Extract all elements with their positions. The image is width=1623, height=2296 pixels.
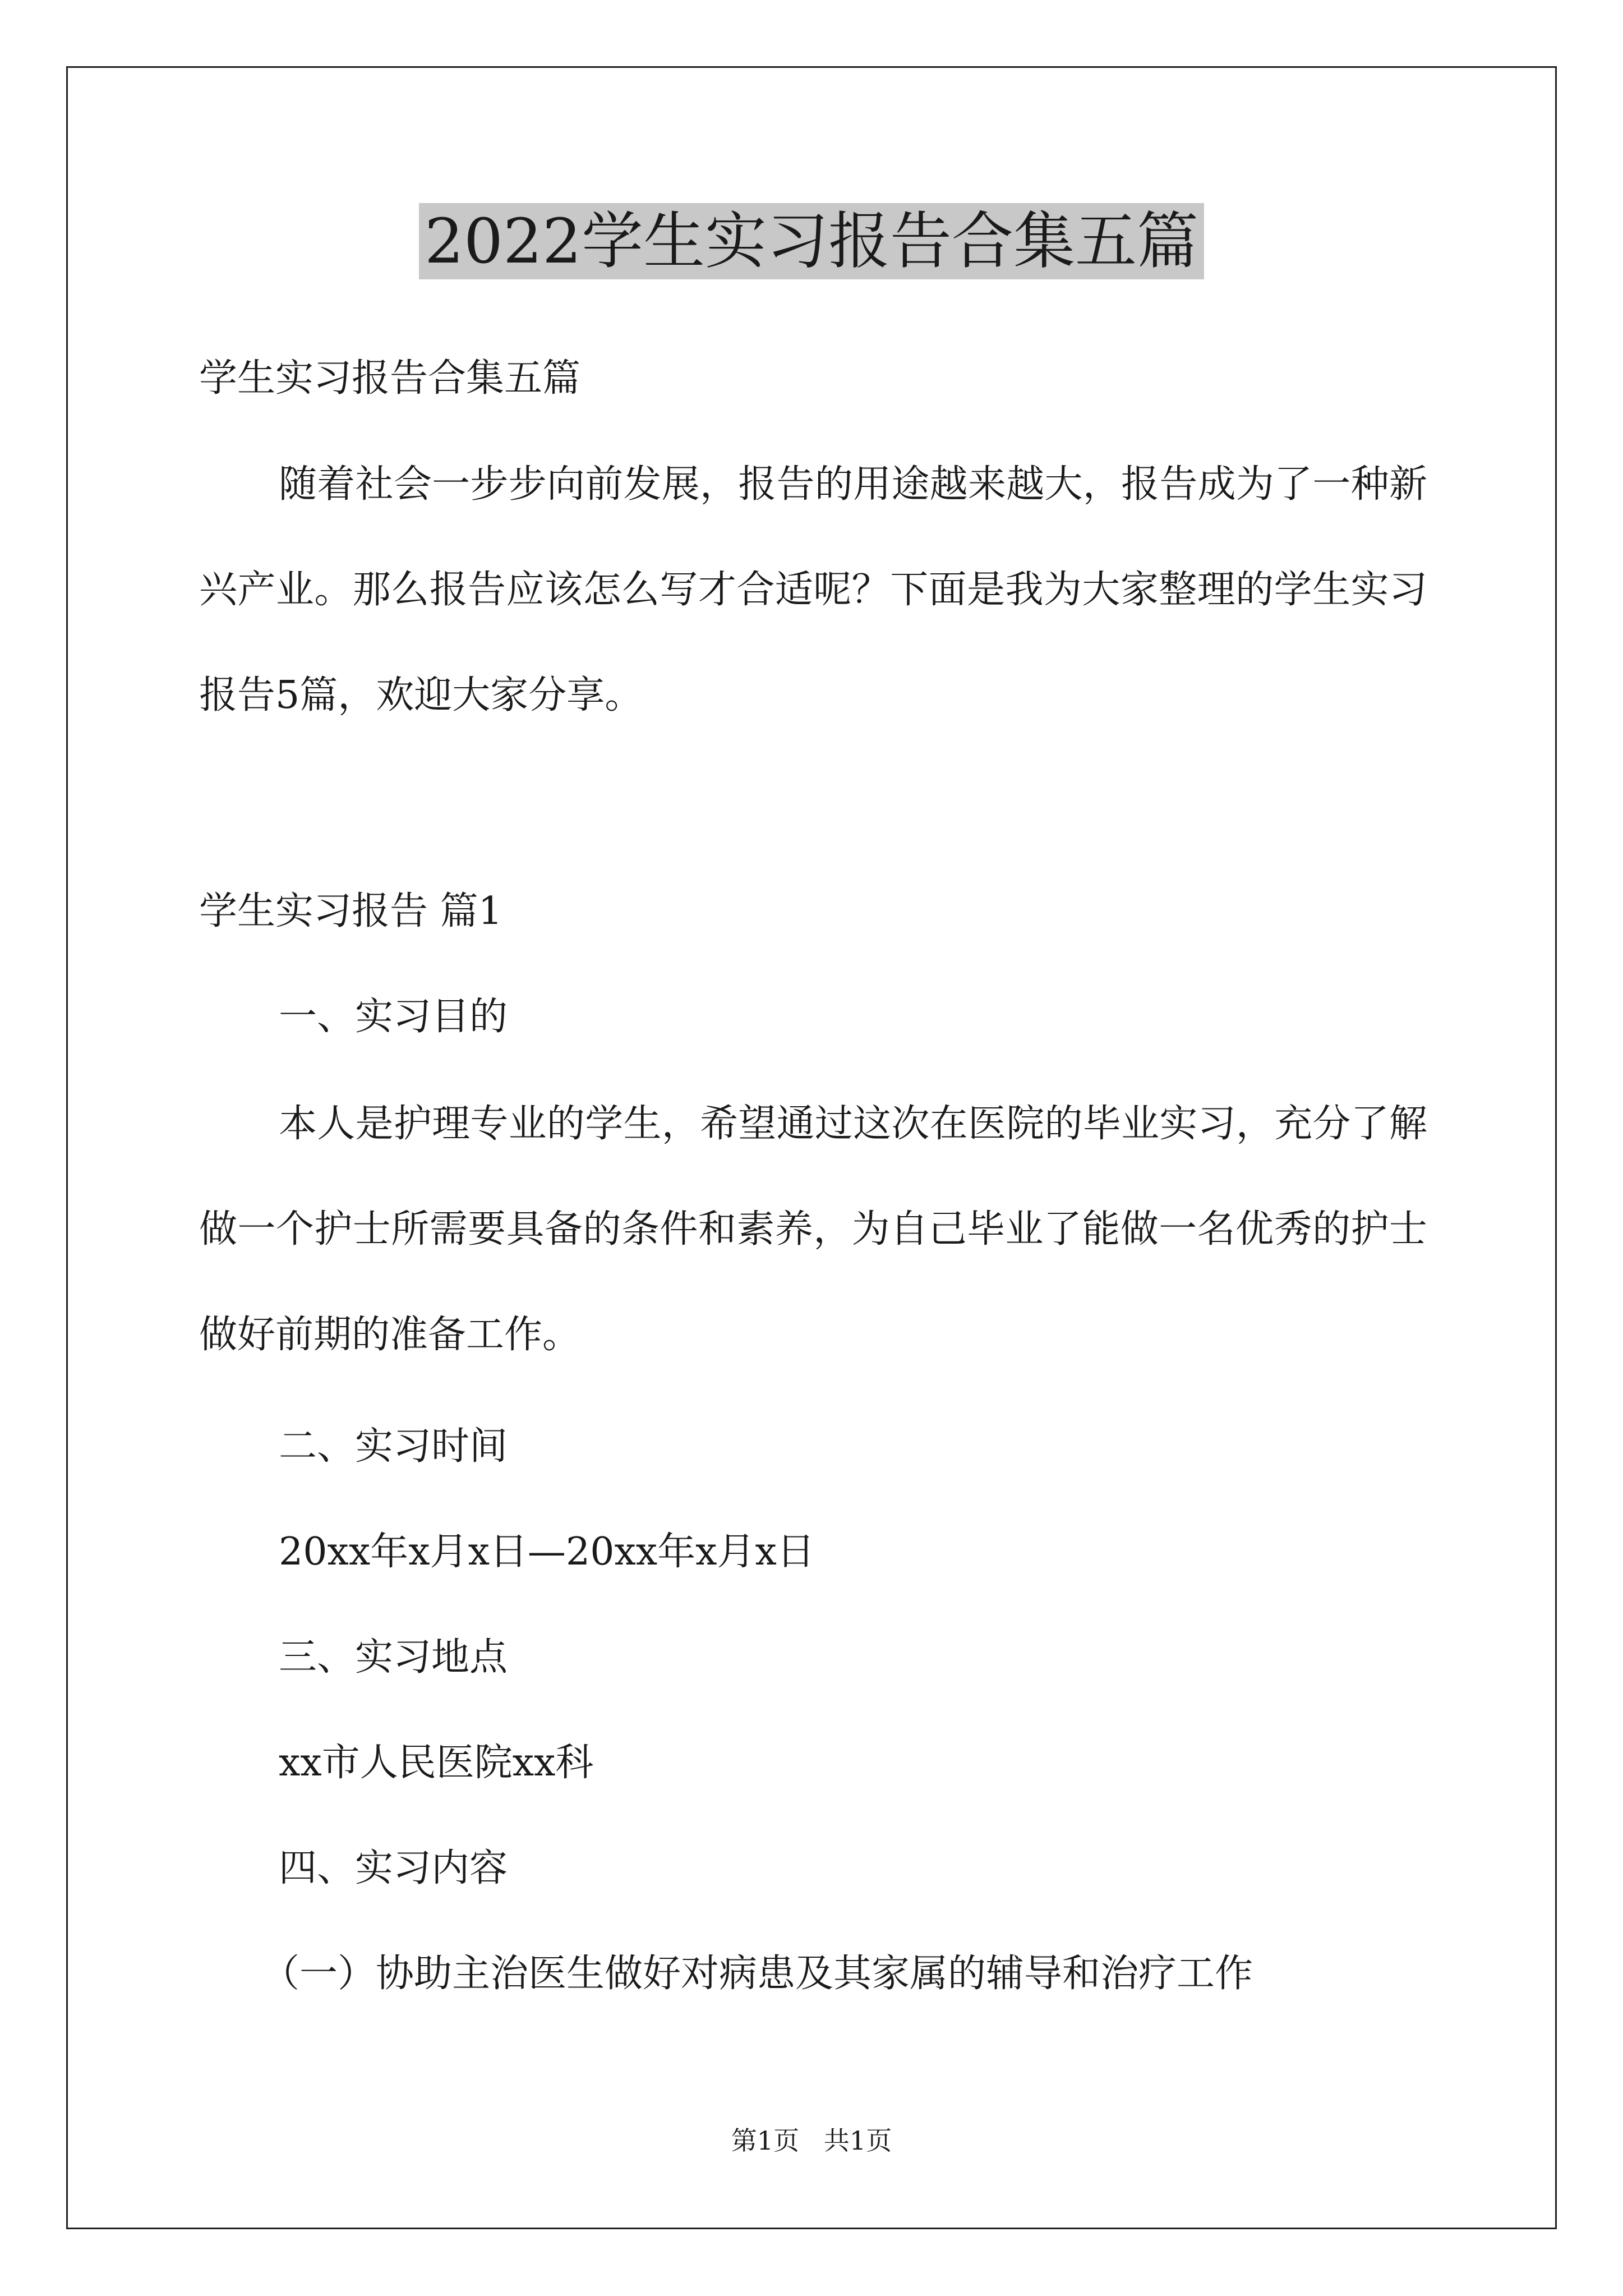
place-heading: 三、实习地点 bbox=[279, 1635, 508, 1680]
content-item: （一）协助主治医生做好对病患及其家属的辅导和治疗工作 bbox=[261, 1952, 1253, 1996]
document-title-text: 2022学生实习报告合集五篇 bbox=[419, 203, 1204, 279]
section-heading: 学生实习报告 篇1 bbox=[199, 889, 502, 933]
document-subtitle: 学生实习报告合集五篇 bbox=[199, 356, 581, 401]
time-text: 20xx年x月x日—20xx年x月x日 bbox=[279, 1530, 815, 1574]
place-text: xx市人民医院xx科 bbox=[279, 1741, 594, 1785]
purpose-paragraph: 本人是护理专业的学生，希望通过这次在医院的毕业实习，充分了解做一个护士所需要具备的条件和素养，为自己毕业了能做一名优秀的护士做好前期的准备工作。 bbox=[199, 1102, 1427, 1357]
page-footer: 第1页 共1页 bbox=[731, 2125, 892, 2156]
purpose-heading: 一、实习目的 bbox=[279, 995, 508, 1039]
time-heading: 二、实习时间 bbox=[279, 1424, 508, 1469]
document-title bbox=[0, 202, 1623, 280]
intro-paragraph: 随着社会一步步向前发展，报告的用途越来越大，报告成为了一种新兴产业。那么报告应该怎么写才合适呢？下面是我为大家整理的学生实习报告5篇，欢迎大家分享。 bbox=[199, 462, 1427, 717]
content-heading: 四、实习内容 bbox=[279, 1846, 508, 1890]
